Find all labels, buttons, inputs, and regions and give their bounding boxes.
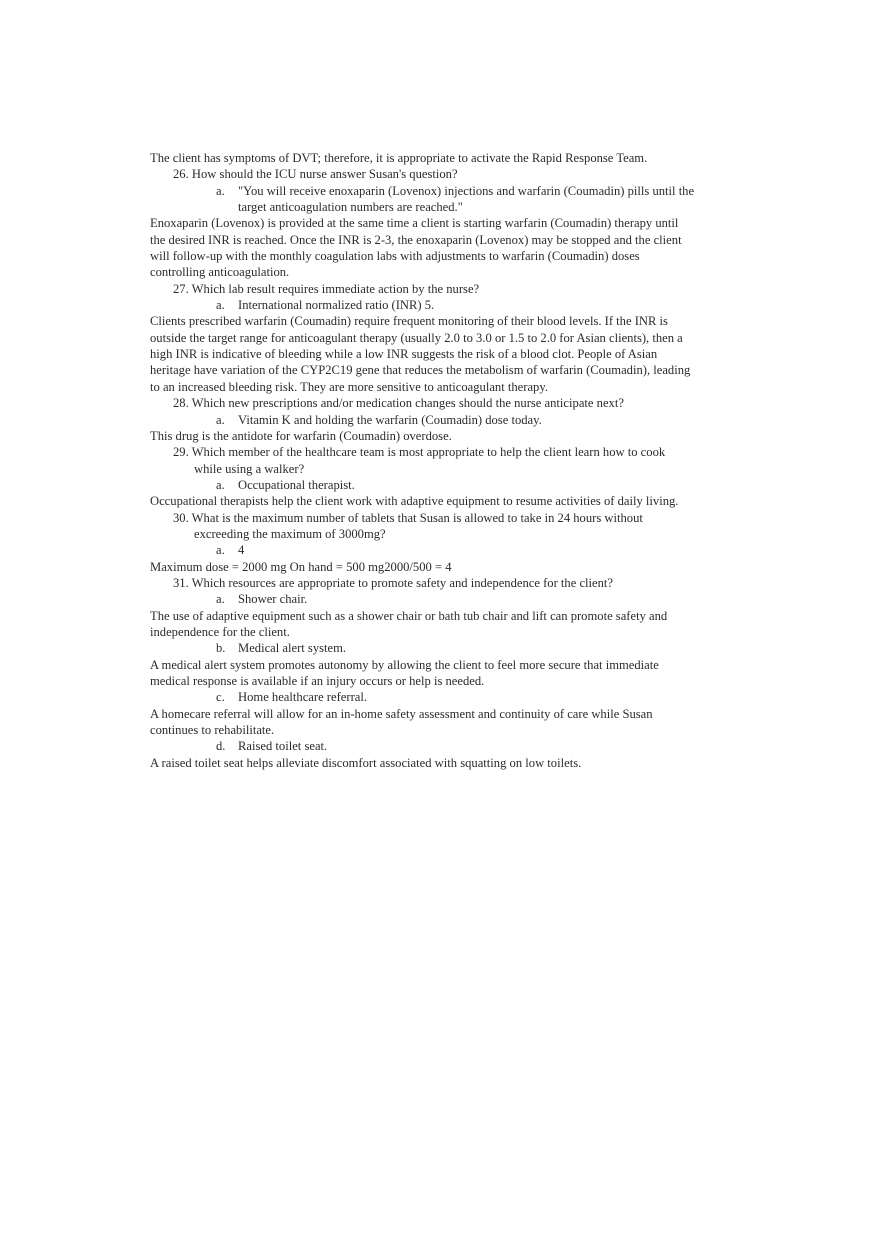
question-number: 29. (173, 445, 189, 460)
explanation-paragraph: Occupational therapists help the client work with adaptive equipment to resume activities of daily living. (150, 494, 679, 509)
answer-letter: c. (216, 690, 225, 705)
answer-text: Vitamin K and holding the warfarin (Coumadin) dose today. (238, 412, 542, 427)
answer-text: Medical alert system. (238, 641, 347, 656)
answer-letter: b. (216, 641, 226, 656)
question-number: 30. (173, 510, 189, 525)
answer-letter: a. (216, 183, 225, 198)
answer-item (150, 183, 695, 216)
answer-text: Raised toilet seat. (238, 739, 328, 754)
explanation-paragraph: The client has symptoms of DVT; therefore, it is appropriate to activate the Rapid Response Team. (150, 151, 648, 165)
answer-text: 4 (238, 543, 245, 558)
explanation-paragraph: Clients prescribed warfarin (Coumadin) require frequent monitoring of their blood levels. If the INR is outside the target range for anticoagulant therapy (usually 2.0 to 3.0 or 1.5 to 2.0 for Asian clients), then a high INR is indicative of bleeding while a low INR suggests the risk of a blood clot. People of Asian heritage have variation of the CYP2C19 gene that reduces the metabolism of warfarin (Coumadin), leading to an increased bleeding risk. They are more sensitive to anticoagulant therapy. (150, 314, 691, 394)
answer-letter: a. (216, 412, 225, 427)
question-text: Which member of the healthcare team is most appropriate to help the client learn how to cook while using a walker? (191, 445, 666, 476)
answer-text: International normalized ratio (INR) 5. (238, 298, 435, 313)
answer-text: "You will receive enoxaparin (Lovenox) injections and warfarin (Coumadin) pills until the target anticoagulation numbers are reached." (238, 183, 695, 215)
explanation-paragraph: A homecare referral will allow for an in-home safety assessment and continuity of care while Susan continues to rehabilitate. (150, 706, 653, 738)
answer-letter: d. (216, 739, 226, 754)
answer-text: Shower chair. (238, 592, 308, 607)
question-text: Which resources are appropriate to promote safety and independence for the client? (191, 575, 614, 590)
question-text: What is the maximum number of tablets that Susan is allowed to take in 24 hours without excreeding the maximum of 3000mg? (191, 510, 643, 541)
answer-letter: a. (216, 592, 225, 607)
answer-item (150, 542, 695, 558)
question-number: 26. (173, 167, 189, 182)
answer-text: Home healthcare referral. (238, 690, 367, 705)
answer-item (150, 738, 695, 754)
answer-item (150, 477, 695, 493)
question-number: 28. (173, 396, 189, 411)
answer-item (150, 689, 695, 705)
explanation-paragraph: A medical alert system promotes autonomy by allowing the client to feel more secure that immediate medical response is available if an injury occurs or help is needed. (150, 657, 659, 688)
question-item (150, 575, 695, 591)
document-body (150, 150, 695, 771)
answer-item (150, 297, 695, 313)
answer-item (150, 412, 695, 428)
explanation-paragraph: Enoxaparin (Lovenox) is provided at the same time a client is starting warfarin (Coumadin) therapy until the desired INR is reached. Once the INR is 2-3, the enoxaparin (Lovenox) may be stopped and the client will follow-up with the monthly coagulation labs with adjustments to warfarin (Coumadin) doses controlling anticoagulation. (150, 216, 682, 280)
question-item (150, 395, 695, 411)
question-item (150, 510, 695, 543)
question-number: 27. (173, 281, 189, 296)
question-number: 31. (173, 575, 189, 590)
answer-item (150, 591, 695, 607)
question-text: How should the ICU nurse answer Susan's question? (191, 167, 458, 182)
question-text: Which new prescriptions and/or medication changes should the nurse anticipate next? (191, 396, 624, 411)
explanation-paragraph: A raised toilet seat helps alleviate discomfort associated with squatting on low toilets. (150, 755, 582, 770)
answer-letter: a. (216, 477, 225, 492)
answer-item (150, 640, 695, 656)
question-item (150, 166, 695, 182)
question-item (150, 444, 695, 477)
answer-text: Occupational therapist. (238, 477, 355, 492)
question-text: Which lab result requires immediate action by the nurse? (191, 281, 480, 296)
explanation-paragraph: Maximum dose = 2000 mg On hand = 500 mg2000/500 = 4 (150, 559, 452, 574)
answer-letter: a. (216, 543, 225, 558)
answer-letter: a. (216, 298, 225, 313)
question-item (150, 281, 695, 297)
explanation-paragraph: This drug is the antidote for warfarin (Coumadin) overdose. (150, 428, 452, 443)
explanation-paragraph: The use of adaptive equipment such as a shower chair or bath tub chair and lift can promote safety and independence for the client. (150, 608, 668, 639)
